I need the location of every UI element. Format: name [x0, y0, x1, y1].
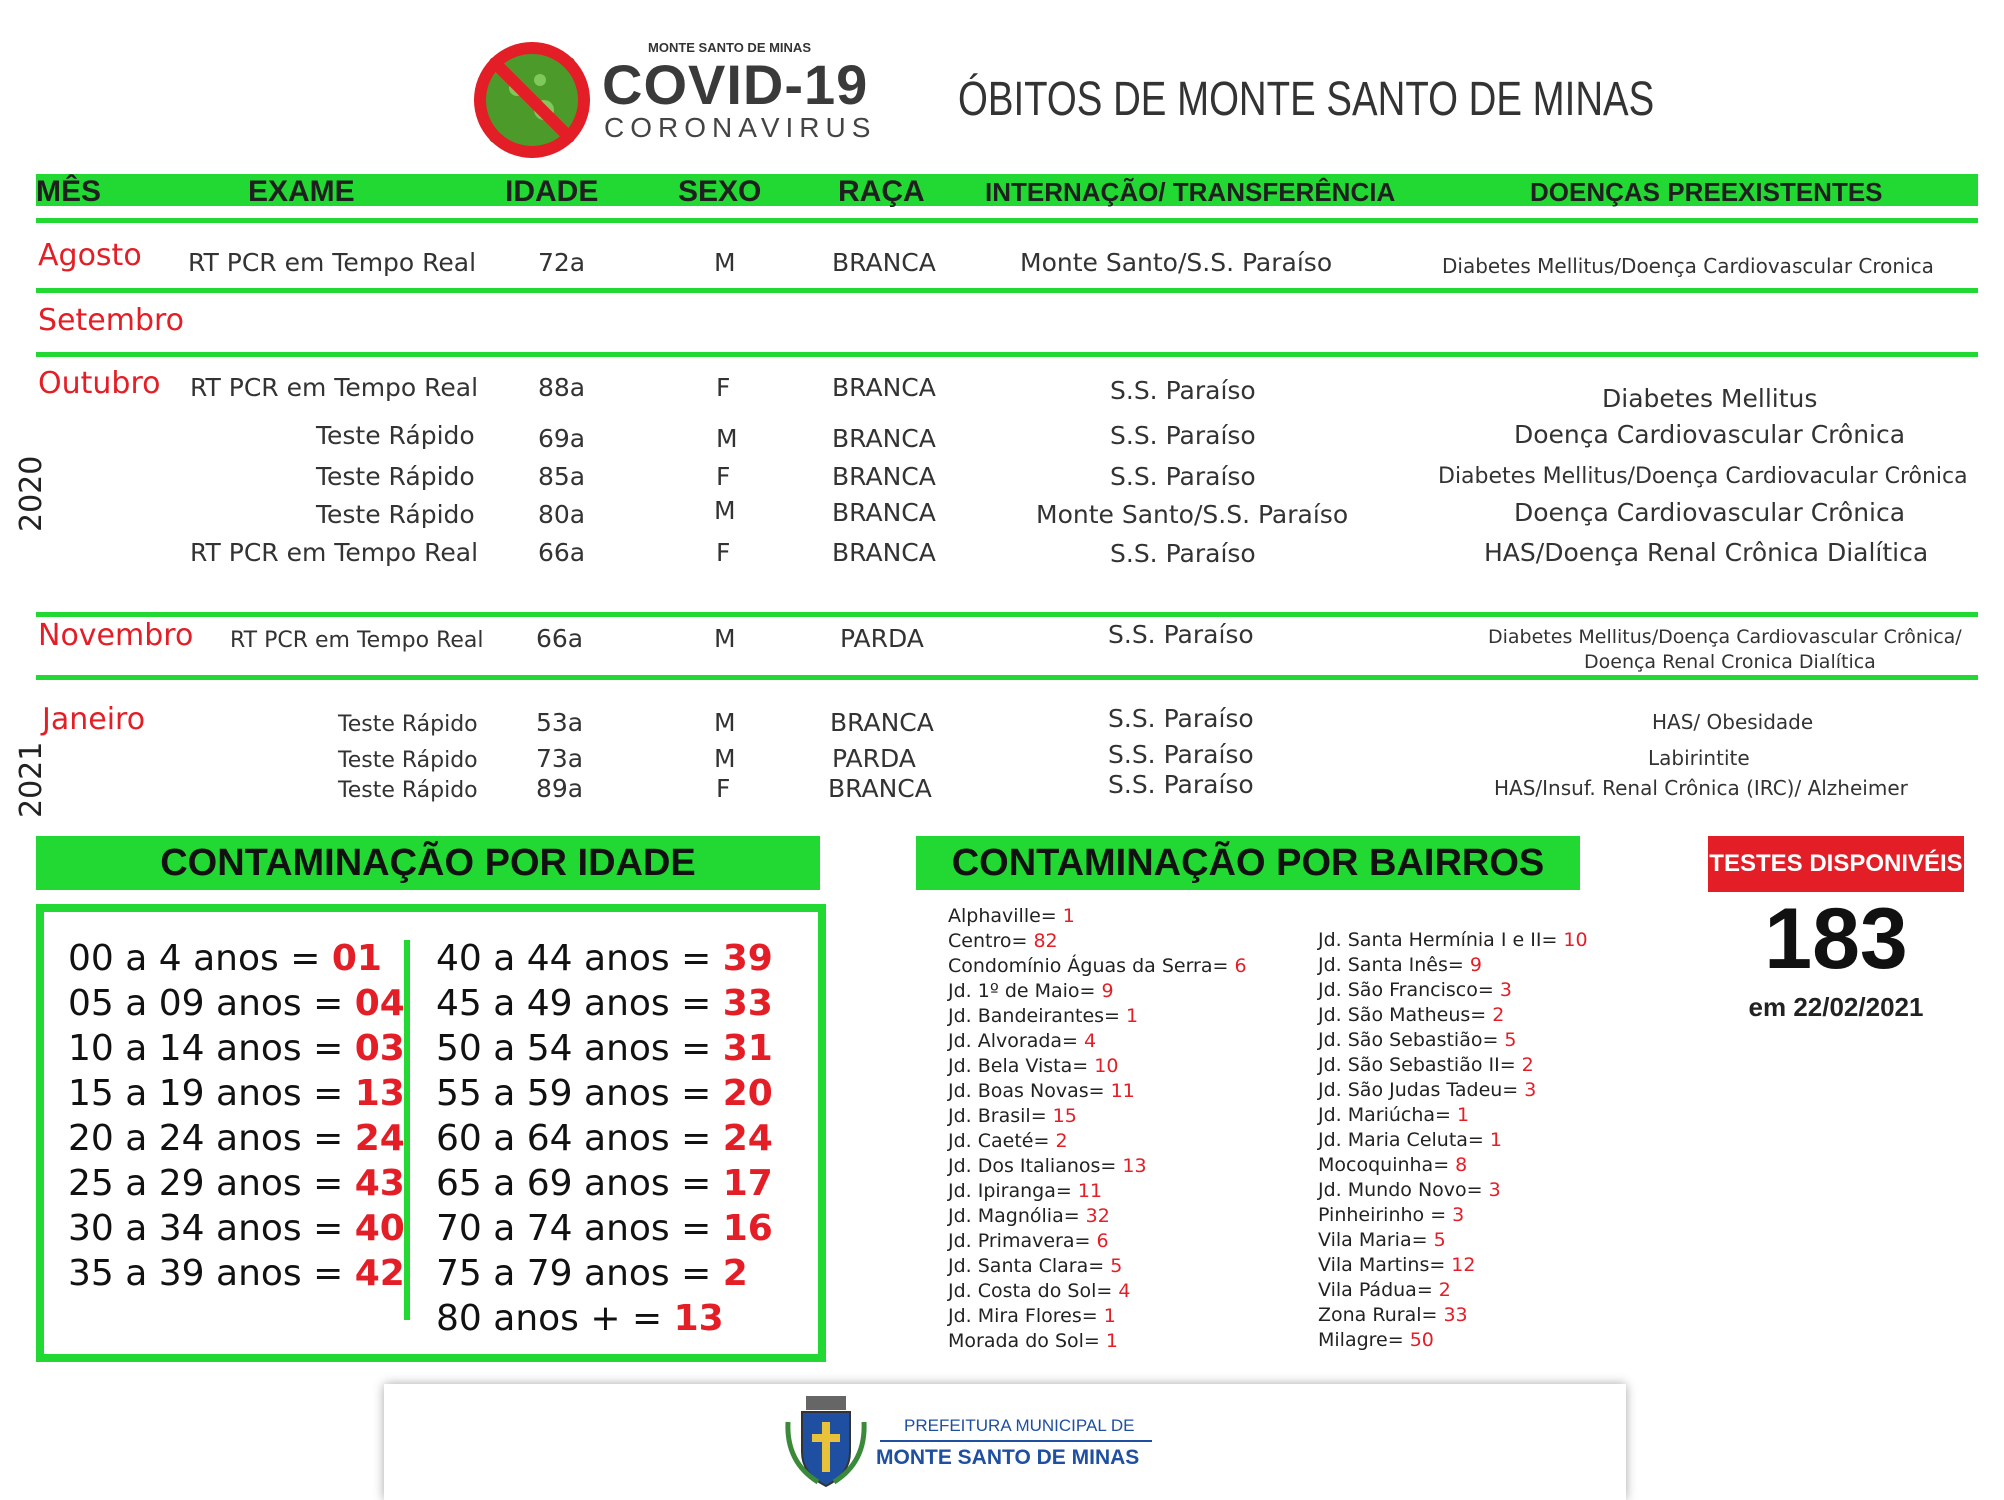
- idade-right-label: 70 a 74 anos =: [436, 1208, 723, 1249]
- bairro-col2-value: 2: [1438, 1279, 1451, 1301]
- bairro-col1-item: [948, 1029, 1096, 1054]
- coat-of-arms-icon: [782, 1392, 870, 1492]
- idade-right-label: 80 anos + =: [436, 1298, 674, 1339]
- bairro-col1-value: 2: [1055, 1130, 1068, 1152]
- month-outubro: Outubro: [38, 366, 161, 401]
- bairro-col2-label: Mocoquinha=: [1318, 1154, 1456, 1176]
- header-doencas: DOENÇAS PREEXISTENTES: [1530, 177, 1883, 207]
- row-out2-exame: Teste Rápido: [316, 421, 475, 450]
- bairro-col1-item: [948, 1154, 1147, 1179]
- row-out5-sexo: F: [716, 538, 731, 567]
- bairro-col2-value: 8: [1455, 1154, 1468, 1176]
- row-jan1-raca: BRANCA: [830, 708, 934, 737]
- bairro-col2-label: Milagre=: [1318, 1329, 1410, 1351]
- bairro-col1-value: 10: [1094, 1055, 1119, 1077]
- idade-right-item: [436, 938, 773, 979]
- bairro-col1-value: 11: [1077, 1180, 1103, 1202]
- row-jan1-doencas: HAS/ Obesidade: [1652, 710, 1814, 734]
- row-out4-raca: BRANCA: [832, 498, 936, 527]
- month-janeiro: Janeiro: [42, 702, 146, 737]
- row-nov1-idade: 66a: [536, 624, 584, 653]
- idade-right-label: 75 a 79 anos =: [436, 1253, 723, 1294]
- bairro-col2-label: Jd. Santa Inês=: [1318, 954, 1470, 976]
- idade-left-label: 35 a 39 anos =: [68, 1253, 355, 1294]
- idade-title: CONTAMINAÇÃO POR IDADE: [36, 836, 820, 890]
- month-setembro: Setembro: [38, 303, 185, 338]
- row-out3-internacao: S.S. Paraíso: [1110, 462, 1256, 491]
- idade-left-label: 25 a 29 anos =: [68, 1163, 355, 1204]
- row-jan3-idade: 89a: [536, 774, 584, 803]
- bairro-col2-item: [1318, 1278, 1451, 1303]
- bairro-col1-label: Jd. Brasil=: [948, 1105, 1053, 1127]
- idade-left-item: [68, 983, 405, 1024]
- row-out4-sexo: M: [714, 496, 736, 525]
- bairro-col1-item: [948, 1004, 1138, 1029]
- row-jan3-raca: BRANCA: [828, 774, 932, 803]
- bairro-col2-item: [1318, 1203, 1464, 1228]
- idade-right-value: 13: [673, 1298, 724, 1339]
- row-out5-internacao: S.S. Paraíso: [1110, 539, 1256, 568]
- row-jan3-exame: Teste Rápido: [338, 778, 478, 803]
- bairro-col2-label: Jd. Mundo Novo=: [1318, 1179, 1489, 1201]
- bairro-col2-item: [1318, 1328, 1434, 1353]
- separator: [36, 288, 1978, 293]
- bairro-col1-value: 6: [1234, 955, 1247, 977]
- bairro-col2-item: [1318, 1003, 1504, 1028]
- bairro-col1-label: Jd. Santa Clara=: [948, 1255, 1111, 1277]
- bairro-col1-value: 5: [1110, 1255, 1123, 1277]
- bairro-col2-label: Vila Pádua=: [1318, 1279, 1439, 1301]
- row-ago1-internacao: Monte Santo/S.S. Paraíso: [1020, 248, 1333, 277]
- row-out2-internacao: S.S. Paraíso: [1110, 421, 1256, 450]
- idade-left-label: 00 a 4 anos =: [68, 938, 332, 979]
- brand-coronavirus: CORONAVIRUS: [604, 112, 877, 143]
- idade-left-item: [68, 1163, 405, 1204]
- bairro-col1-value: 6: [1096, 1230, 1109, 1252]
- row-out3-idade: 85a: [538, 462, 586, 491]
- row-jan2-idade: 73a: [536, 744, 584, 773]
- row-ago1-sexo: M: [714, 248, 736, 277]
- bairro-col1-label: Jd. Bandeirantes=: [948, 1005, 1126, 1027]
- bairro-col1-value: 1: [1126, 1005, 1139, 1027]
- header-mes: MÊS: [36, 175, 102, 208]
- row-ago1-doencas: Diabetes Mellitus/Doença Cardiovascular Cronica: [1442, 254, 1934, 278]
- idade-left-value: 01: [331, 938, 382, 979]
- bairro-col2-item: [1318, 1303, 1468, 1328]
- page-title: ÓBITOS DE MONTE SANTO DE MINAS: [958, 73, 1655, 126]
- header-internacao: INTERNAÇÃO/ TRANSFERÊNCIA: [985, 177, 1396, 207]
- month-agosto: Agosto: [38, 238, 142, 273]
- separator: [36, 675, 1978, 680]
- bairro-col1-label: Jd. Magnólia=: [948, 1205, 1086, 1227]
- bairro-col1-label: Jd. Boas Novas=: [948, 1080, 1111, 1102]
- idade-left-label: 05 a 09 anos =: [68, 983, 355, 1024]
- bairro-col1-item: [948, 929, 1058, 954]
- bairro-col2-label: Jd. São Judas Tadeu=: [1318, 1079, 1525, 1101]
- idade-right-value: 31: [722, 1028, 773, 1069]
- bairro-col1-label: Condomínio Águas da Serra=: [948, 955, 1235, 977]
- bairro-col2-item: [1318, 1228, 1446, 1253]
- row-ago1-idade: 72a: [538, 248, 586, 277]
- bairro-col1-item: [948, 1229, 1109, 1254]
- bairro-col2-label: Jd. Santa Hermínia I e II=: [1318, 929, 1564, 951]
- bairro-col2-item: [1318, 978, 1512, 1003]
- bairro-col1-label: Jd. 1º de Maio=: [948, 980, 1102, 1002]
- row-jan3-doencas: HAS/Insuf. Renal Crônica (IRC)/ Alzheimer: [1494, 776, 1908, 800]
- bairro-col2-item: [1318, 1053, 1534, 1078]
- bairro-col2-item: [1318, 1153, 1467, 1178]
- idade-right-label: 40 a 44 anos =: [436, 938, 723, 979]
- bairro-col1-value: 82: [1033, 930, 1058, 952]
- idade-right-value: 17: [722, 1163, 773, 1204]
- row-out5-raca: BRANCA: [832, 538, 936, 567]
- row-ago1-exame: RT PCR em Tempo Real: [188, 248, 477, 277]
- bairro-col1-item: [948, 1329, 1118, 1354]
- testes-count: 183: [1764, 891, 1908, 987]
- row-jan1-idade: 53a: [536, 708, 584, 737]
- idade-left-label: 15 a 19 anos =: [68, 1073, 355, 1114]
- row-out4-doencas: Doença Cardiovascular Crônica: [1514, 498, 1906, 527]
- brand-small-title: MONTE SANTO DE MINAS: [648, 40, 811, 55]
- idade-left-value: 03: [354, 1028, 405, 1069]
- row-nov1-raca: PARDA: [840, 624, 924, 653]
- row-out1-idade: 88a: [538, 373, 586, 402]
- idade-right-label: 65 a 69 anos =: [436, 1163, 723, 1204]
- row-out1-raca: BRANCA: [832, 373, 936, 402]
- row-jan3-sexo: F: [716, 774, 731, 803]
- bairro-col2-item: [1318, 1178, 1501, 1203]
- bairro-col1-label: Jd. Dos Italianos=: [948, 1155, 1123, 1177]
- bairro-col1-item: [948, 1179, 1102, 1204]
- row-out1-sexo: F: [716, 373, 731, 402]
- row-out1-internacao: S.S. Paraíso: [1110, 376, 1256, 405]
- idade-right-item: [436, 1028, 773, 1069]
- row-jan2-raca: PARDA: [832, 744, 916, 773]
- bairro-col2-item: [1318, 1128, 1502, 1153]
- row-jan1-internacao: S.S. Paraíso: [1108, 704, 1254, 733]
- row-out4-internacao: Monte Santo/S.S. Paraíso: [1036, 500, 1349, 529]
- bairro-col1-value: 9: [1101, 980, 1114, 1002]
- row-out1-doencas: Diabetes Mellitus: [1602, 384, 1818, 413]
- row-jan2-doencas: Labirintite: [1648, 746, 1750, 770]
- header-sexo: SEXO: [678, 175, 762, 208]
- bairro-col1-value: 15: [1052, 1105, 1077, 1127]
- bairro-col1-value: 4: [1118, 1280, 1131, 1302]
- covid-logo-icon: [472, 40, 592, 160]
- bairro-col2-value: 33: [1443, 1304, 1468, 1326]
- idade-right-value: 33: [722, 983, 773, 1024]
- idade-right-value: 24: [722, 1118, 773, 1159]
- header-raca: RAÇA: [838, 175, 925, 208]
- bairro-col1-item: [948, 1279, 1130, 1304]
- bairro-col1-item: [948, 979, 1114, 1004]
- footer-line1: PREFEITURA MUNICIPAL DE: [904, 1416, 1135, 1435]
- footer-panel: [384, 1384, 1626, 1500]
- idade-right-value: 16: [722, 1208, 773, 1249]
- row-out4-exame: Teste Rápido: [316, 500, 475, 529]
- idade-right-value: 20: [722, 1073, 773, 1114]
- row-nov1-doencas-2: Doença Renal Cronica Dialítica: [1584, 651, 1876, 673]
- idade-right-item: [436, 1253, 748, 1294]
- bairro-col1-label: Jd. Mira Flores=: [948, 1305, 1104, 1327]
- row-out1-exame: RT PCR em Tempo Real: [190, 373, 479, 402]
- bairro-col2-value: 10: [1563, 929, 1588, 951]
- header-exame: EXAME: [248, 175, 355, 208]
- idade-left-item: [68, 1253, 405, 1294]
- row-jan3-internacao: S.S. Paraíso: [1108, 770, 1254, 799]
- bairro-col2-item: [1318, 928, 1588, 953]
- bairro-col1-label: Jd. Caeté=: [948, 1130, 1056, 1152]
- row-nov1-sexo: M: [714, 624, 736, 653]
- bairro-col1-label: Jd. Bela Vista=: [948, 1055, 1095, 1077]
- row-out2-idade: 69a: [538, 424, 586, 453]
- idade-left-value: 04: [354, 983, 405, 1024]
- row-out3-doencas: Diabetes Mellitus/Doença Cardiovacular Crônica: [1438, 464, 1968, 489]
- idade-right-label: 60 a 64 anos =: [436, 1118, 723, 1159]
- row-out5-doencas: HAS/Doença Renal Crônica Dialítica: [1484, 538, 1929, 567]
- row-nov1-internacao: S.S. Paraíso: [1108, 620, 1254, 649]
- bairro-col1-item: [948, 1054, 1118, 1079]
- idade-left-value: 43: [354, 1163, 405, 1204]
- bairro-col2-item: [1318, 1028, 1517, 1053]
- bairro-col2-value: 9: [1469, 954, 1482, 976]
- row-jan2-internacao: S.S. Paraíso: [1108, 740, 1254, 769]
- row-ago1-raca: BRANCA: [832, 248, 936, 277]
- row-out4-idade: 80a: [538, 500, 586, 529]
- idade-right-item: [436, 1163, 773, 1204]
- row-out2-raca: BRANCA: [832, 424, 936, 453]
- header-idade: IDADE: [505, 175, 599, 208]
- idade-left-item: [68, 938, 382, 979]
- bairro-col2-label: Vila Martins=: [1318, 1254, 1452, 1276]
- bairro-col2-label: Jd. São Sebastião=: [1318, 1029, 1505, 1051]
- idade-right-item: [436, 1073, 773, 1114]
- testes-date: em 22/02/2021: [1748, 992, 1924, 1022]
- idade-right-label: 45 a 49 anos =: [436, 983, 723, 1024]
- bairro-col1-item: [948, 1129, 1068, 1154]
- row-out3-sexo: F: [716, 462, 731, 491]
- bairro-col2-label: Jd. Maria Celuta=: [1318, 1129, 1490, 1151]
- bairro-col2-value: 5: [1433, 1229, 1446, 1251]
- bairro-col2-label: Vila Maria=: [1318, 1229, 1434, 1251]
- bairro-col1-label: Jd. Ipiranga=: [948, 1180, 1078, 1202]
- bairro-col1-label: Morada do Sol=: [948, 1330, 1106, 1352]
- row-out2-sexo: M: [716, 424, 738, 453]
- idade-right-item: [436, 1118, 773, 1159]
- bairro-col2-value: 3: [1488, 1179, 1501, 1201]
- idade-left-item: [68, 1118, 405, 1159]
- bairro-col2-label: Jd. Mariúcha=: [1318, 1104, 1458, 1126]
- bairro-col2-item: [1318, 1253, 1475, 1278]
- bairro-col2-value: 50: [1409, 1329, 1434, 1351]
- year-2021: 2021: [14, 741, 49, 818]
- bairro-col2-value: 2: [1492, 1004, 1505, 1026]
- bairro-col1-label: Jd. Primavera=: [948, 1230, 1097, 1252]
- idade-right-item: [436, 983, 773, 1024]
- row-nov1-doencas-1: Diabetes Mellitus/Doença Cardiovascular Crônica/: [1488, 626, 1962, 648]
- bairro-col1-item: [948, 1204, 1110, 1229]
- row-jan2-exame: Teste Rápido: [338, 748, 478, 773]
- row-out2-doencas: Doença Cardiovascular Crônica: [1514, 420, 1906, 449]
- bairro-col2-label: Jd. São Matheus=: [1318, 1004, 1493, 1026]
- idade-right-value: 2: [722, 1253, 748, 1294]
- bairro-col1-item: [948, 1079, 1135, 1104]
- separator: [36, 218, 1978, 223]
- idade-divider: [404, 940, 410, 1320]
- bairros-title: CONTAMINAÇÃO POR BAIRROS: [916, 836, 1580, 890]
- bairro-col2-label: Jd. São Sebastião II=: [1318, 1054, 1522, 1076]
- bairro-col2-item: [1318, 1103, 1469, 1128]
- bairro-col1-label: Alphaville=: [948, 905, 1063, 927]
- bairro-col1-label: Jd. Alvorada=: [948, 1030, 1085, 1052]
- idade-left-value: 42: [354, 1253, 405, 1294]
- idade-left-value: 40: [354, 1208, 405, 1249]
- row-out3-raca: BRANCA: [832, 462, 936, 491]
- bairro-col2-label: Jd. São Francisco=: [1318, 979, 1500, 1001]
- idade-left-label: 30 a 34 anos =: [68, 1208, 355, 1249]
- row-jan1-sexo: M: [714, 708, 736, 737]
- row-jan1-exame: Teste Rápido: [338, 712, 478, 737]
- bairro-col1-item: [948, 954, 1247, 979]
- idade-left-label: 20 a 24 anos =: [68, 1118, 355, 1159]
- bairro-col1-item: [948, 1254, 1122, 1279]
- bairro-col1-item: [948, 1304, 1116, 1329]
- idade-left-value: 24: [354, 1118, 405, 1159]
- footer-line2: MONTE SANTO DE MINAS: [876, 1446, 1140, 1469]
- bairro-col1-item: [948, 1104, 1077, 1129]
- bairro-col2-value: 3: [1499, 979, 1512, 1001]
- idade-right-label: 50 a 54 anos =: [436, 1028, 723, 1069]
- bairro-col2-label: Pinheirinho =: [1318, 1204, 1453, 1226]
- bairro-col1-value: 32: [1085, 1205, 1110, 1227]
- bairro-col2-value: 1: [1489, 1129, 1502, 1151]
- idade-left-value: 13: [354, 1073, 405, 1114]
- year-2020: 2020: [14, 455, 49, 532]
- row-out3-exame: Teste Rápido: [316, 462, 475, 491]
- bairro-col2-value: 5: [1504, 1029, 1517, 1051]
- row-nov1-exame: RT PCR em Tempo Real: [230, 628, 484, 653]
- bairro-col1-value: 1: [1103, 1305, 1116, 1327]
- bairro-col1-value: 1: [1062, 905, 1075, 927]
- row-out5-idade: 66a: [538, 538, 586, 567]
- bairro-col1-label: Centro=: [948, 930, 1034, 952]
- idade-left-item: [68, 1208, 405, 1249]
- idade-left-label: 10 a 14 anos =: [68, 1028, 355, 1069]
- row-jan2-sexo: M: [714, 744, 736, 773]
- bairro-col1-value: 4: [1084, 1030, 1097, 1052]
- idade-right-item: [436, 1208, 773, 1249]
- idade-left-item: [68, 1073, 405, 1114]
- bairro-col1-item: [948, 904, 1075, 929]
- bairro-col2-value: 12: [1451, 1254, 1476, 1276]
- bairro-col1-value: 13: [1122, 1155, 1147, 1177]
- idade-right-item: [436, 1298, 724, 1339]
- footer-rule: [880, 1440, 1152, 1442]
- bairro-col2-label: Zona Rural=: [1318, 1304, 1444, 1326]
- bairro-col1-value: 1: [1105, 1330, 1118, 1352]
- bairro-col2-value: 2: [1521, 1054, 1534, 1076]
- bairro-col2-item: [1318, 1078, 1536, 1103]
- separator: [36, 352, 1978, 357]
- bairro-col1-value: 11: [1110, 1080, 1135, 1102]
- bairro-col2-value: 1: [1457, 1104, 1470, 1126]
- month-novembro: Novembro: [38, 618, 194, 653]
- bairro-col1-label: Jd. Costa do Sol=: [948, 1280, 1119, 1302]
- row-out5-exame: RT PCR em Tempo Real: [190, 538, 479, 567]
- testes-title: TESTES DISPONIVÉIS: [1708, 836, 1964, 892]
- idade-left-item: [68, 1028, 405, 1069]
- brand-covid: COVID-19: [602, 53, 869, 116]
- bairro-col2-value: 3: [1524, 1079, 1537, 1101]
- bairro-col2-value: 3: [1452, 1204, 1465, 1226]
- idade-right-value: 39: [722, 938, 773, 979]
- bairro-col2-item: [1318, 953, 1482, 978]
- separator: [36, 612, 1978, 617]
- idade-right-label: 55 a 59 anos =: [436, 1073, 723, 1114]
